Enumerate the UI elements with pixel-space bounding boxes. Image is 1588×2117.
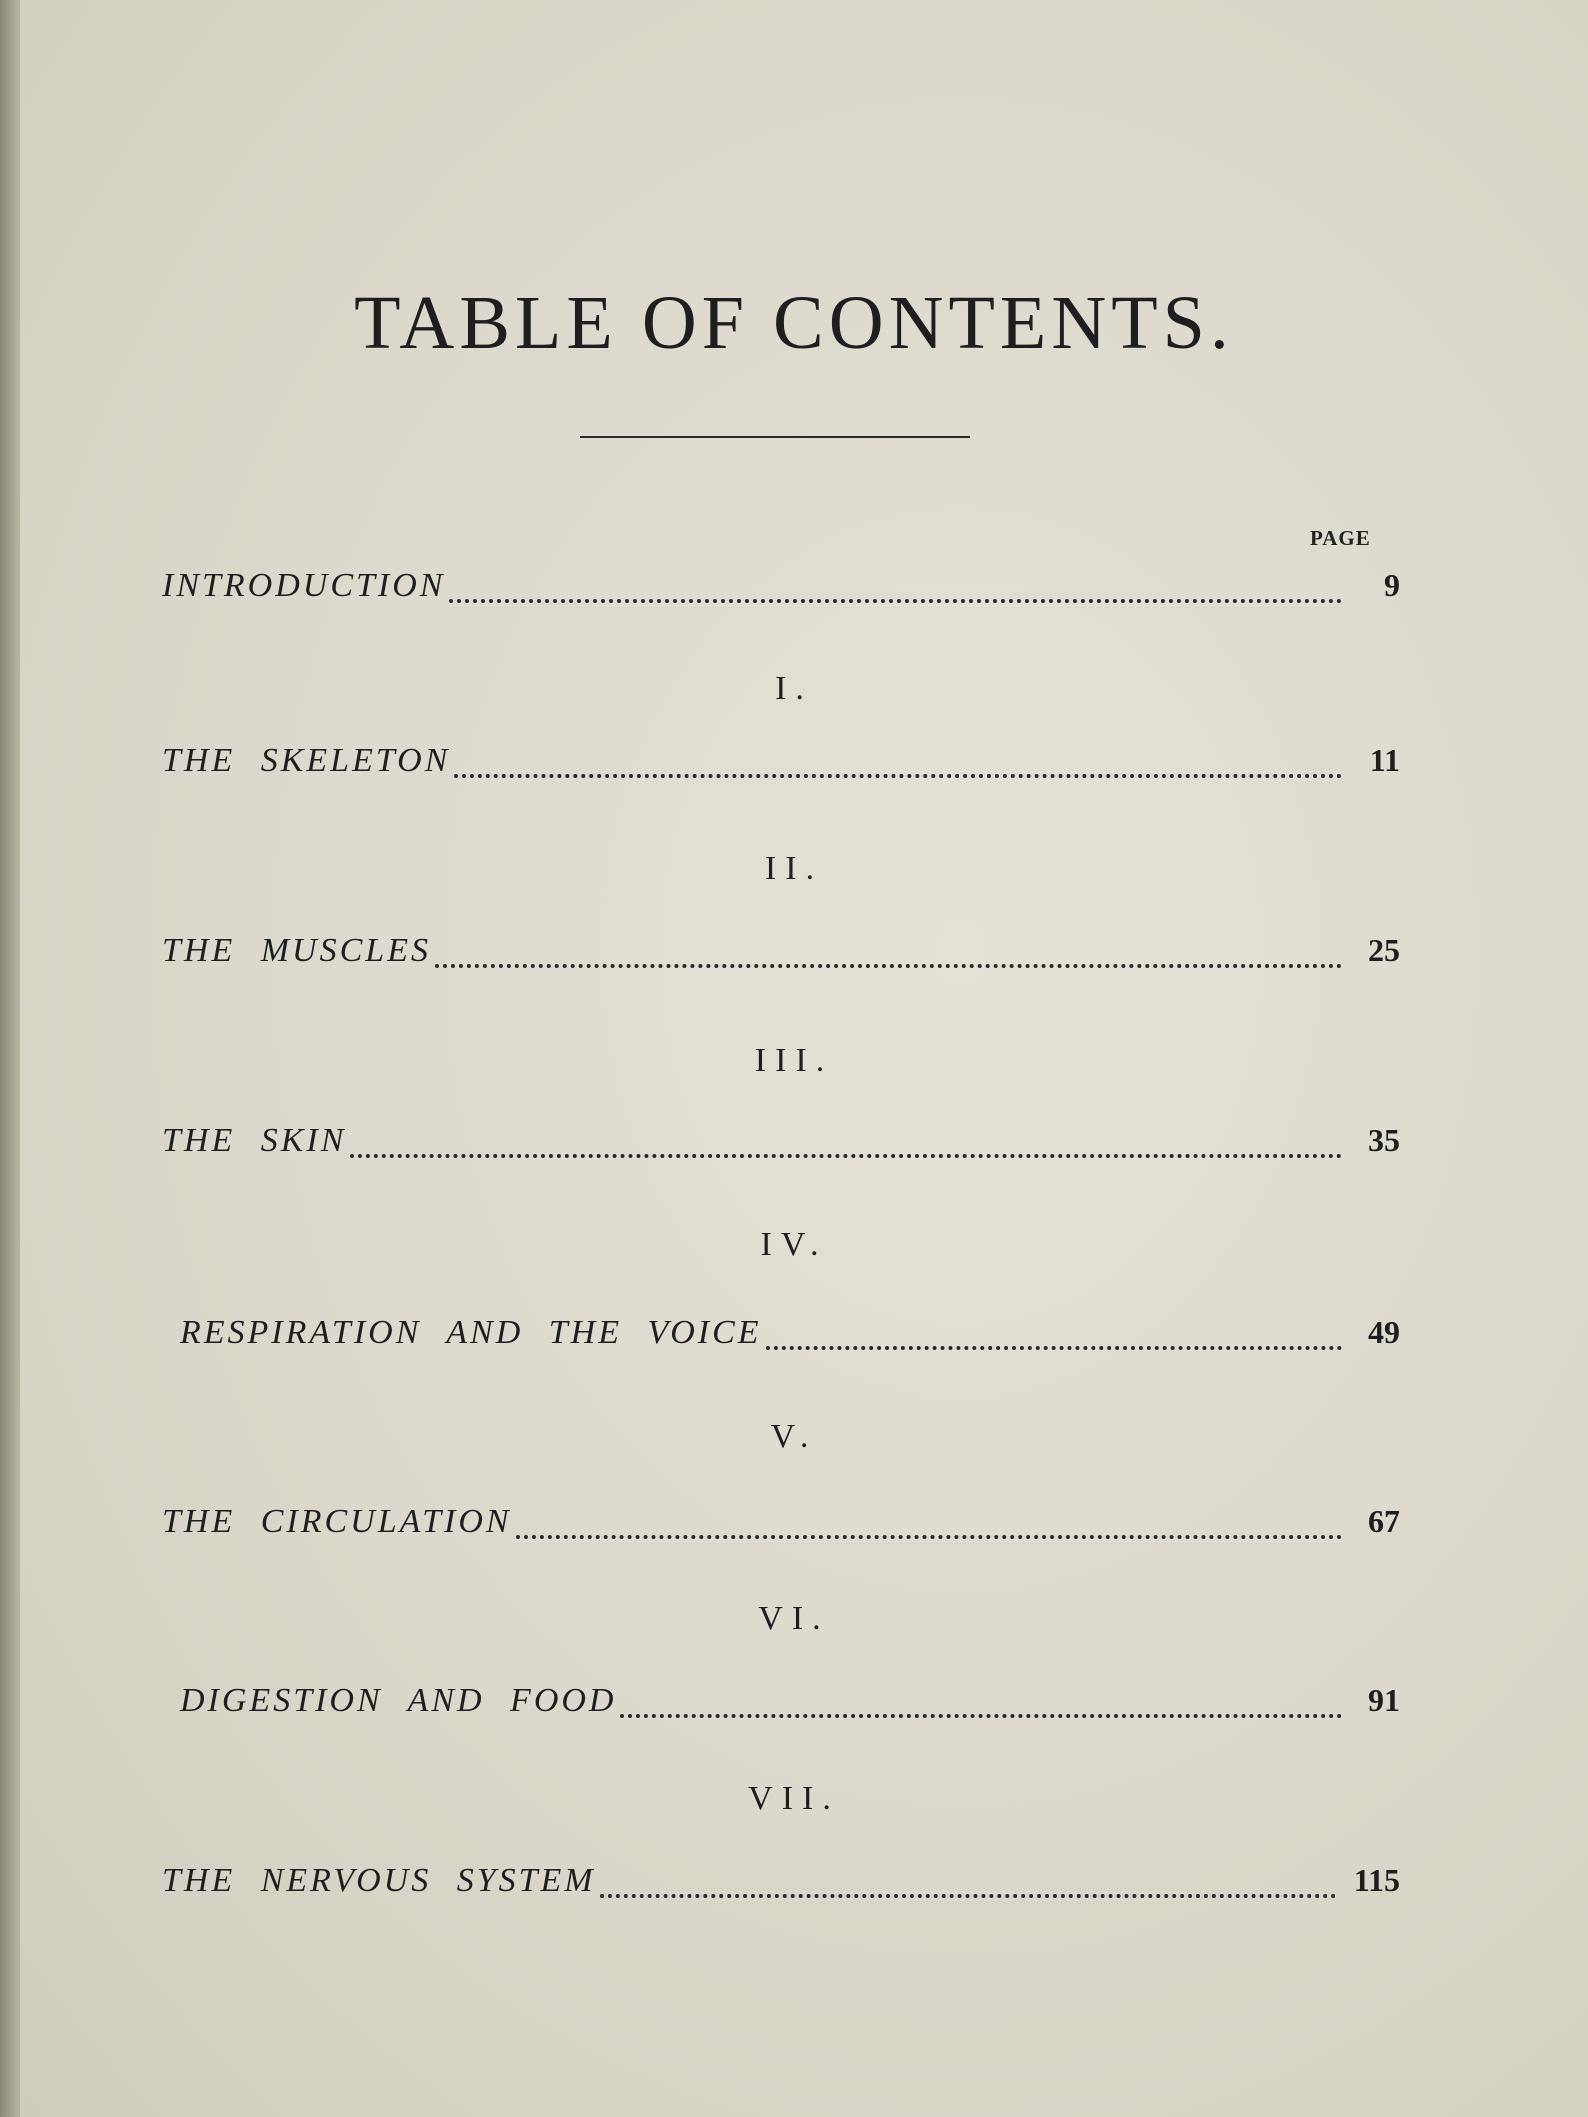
toc-entry-muscles (162, 932, 1400, 978)
toc-entry-nervous-system (162, 1862, 1400, 1908)
toc-entry-page: 67 (1368, 1503, 1400, 1539)
chapter-numeral: IV. (760, 1226, 828, 1263)
toc-entry-title: THE NERVOUS SYSTEM (162, 1862, 596, 1899)
toc-entry-digestion (180, 1682, 1400, 1728)
toc-entry-introduction (162, 567, 1400, 613)
toc-entry-page: 49 (1368, 1314, 1400, 1350)
table-of-contents (20, 0, 1588, 2117)
dot-leader (449, 599, 1342, 603)
dot-leader (435, 964, 1342, 968)
toc-entry-page: 9 (1384, 567, 1400, 603)
chapter-numeral: VII. (748, 1780, 840, 1817)
chapter-numeral: V. (770, 1418, 818, 1455)
chapter-numeral: II. (764, 850, 824, 887)
toc-entry-page: 35 (1368, 1122, 1400, 1158)
dot-leader (350, 1154, 1342, 1158)
page-column-label: PAGE (1310, 526, 1371, 550)
dot-leader (766, 1346, 1342, 1350)
dot-leader (600, 1894, 1336, 1898)
toc-entry-skin (162, 1122, 1400, 1168)
toc-entry-page: 11 (1369, 742, 1400, 778)
book-page (20, 0, 1588, 2117)
toc-entry-title: DIGESTION AND FOOD (180, 1682, 617, 1719)
toc-entry-title: THE SKELETON (162, 742, 451, 779)
toc-entry-circulation (162, 1503, 1400, 1549)
toc-entry-title: INTRODUCTION (162, 567, 446, 604)
toc-entry-title: THE SKIN (162, 1122, 347, 1159)
toc-entry-title: RESPIRATION AND THE VOICE (180, 1314, 762, 1351)
toc-entry-page: 115 (1353, 1862, 1400, 1898)
page-title: TABLE OF CONTENTS. (354, 281, 1234, 365)
toc-entry-title: THE CIRCULATION (162, 1503, 512, 1540)
toc-entry-page: 91 (1368, 1682, 1400, 1718)
dot-leader (454, 774, 1342, 778)
dot-leader (516, 1535, 1342, 1539)
chapter-numeral: VI. (758, 1600, 830, 1637)
toc-entry-title: THE MUSCLES (162, 932, 431, 969)
chapter-numeral: I. (775, 670, 813, 707)
chapter-numeral: III. (754, 1042, 834, 1079)
toc-entry-respiration (180, 1314, 1400, 1360)
toc-entry-skeleton (162, 742, 1400, 788)
dot-leader (620, 1714, 1342, 1718)
toc-entry-page: 25 (1368, 932, 1400, 968)
